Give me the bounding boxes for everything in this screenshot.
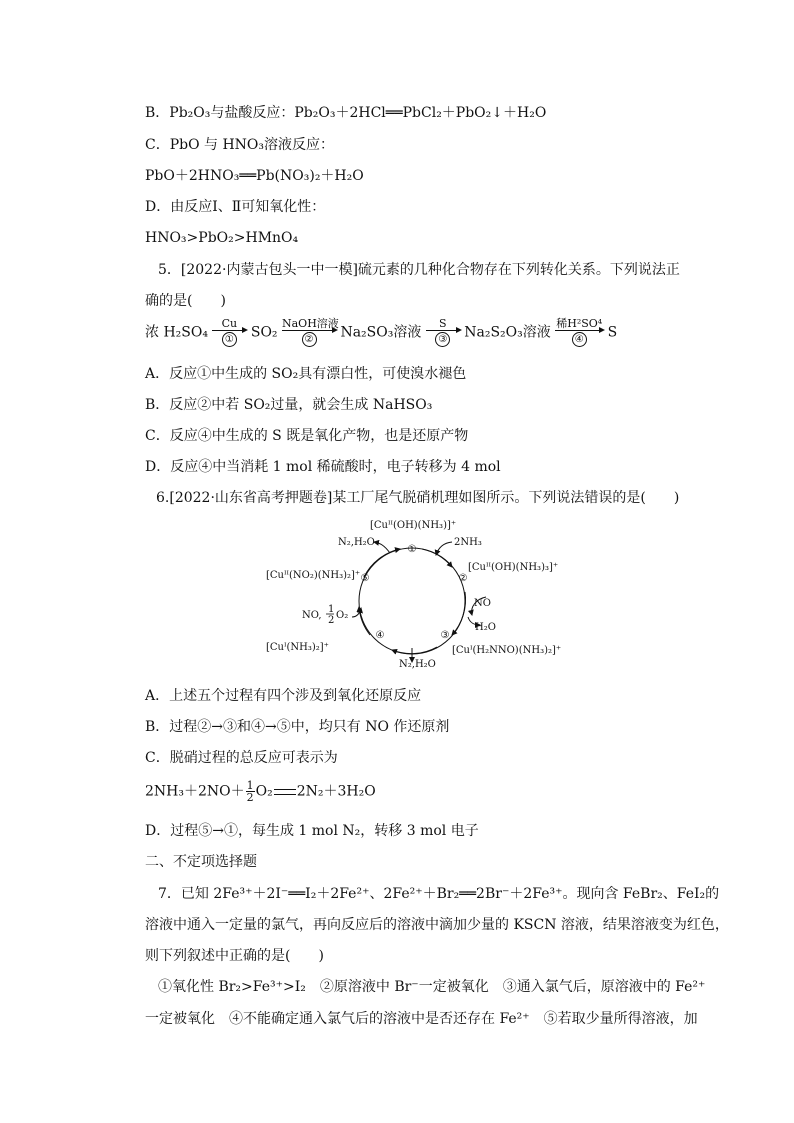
denitration-cycle-diagram <box>262 517 562 669</box>
question-6-option-c: C．脱硝过程的总反应可表示为 <box>145 750 338 766</box>
chain-product-2: Na₂SO₃溶液 <box>340 324 422 341</box>
equation-left: 2NH₃＋2NO＋ <box>145 783 245 800</box>
input-2nh3: 2NH₃ <box>454 537 482 548</box>
node-4: ④ <box>375 630 385 641</box>
question-6-option-d: D．过程⑤→①，每生成 1 mol N₂，转移 3 mol 电子 <box>145 823 479 839</box>
question-5-stem-line2: 确的是( ) <box>145 293 226 309</box>
reagent-2: NaOH溶液 <box>282 317 339 330</box>
half-denominator: 2 <box>328 615 335 626</box>
step-3-number: ③ <box>435 332 450 347</box>
option-d-order: HNO₃>PbO₂>HMnO₄ <box>145 230 299 246</box>
question-6-option-b: B．过程②→③和④→⑤中，均只有 NO 作还原剂 <box>145 719 450 735</box>
chain-arrow-3 <box>426 318 460 347</box>
input-no: NO <box>474 598 491 609</box>
output-n2-h2o-bottom: N₂,H₂O <box>399 659 436 669</box>
question-5-stem-line1: 5．[2022·内蒙古包头一中一模]硫元素的几种化合物存在下列转化关系。下列说法正 <box>158 262 680 278</box>
chain-arrow-2 <box>282 317 339 347</box>
cycle-arrow-2-3 <box>452 592 466 635</box>
option-d-text: D．由反应Ⅰ、Ⅱ可知氧化性： <box>145 199 326 215</box>
question-7-line4: ①氧化性 Br₂>Fe³⁺>I₂ ②原溶液中 Br⁻一定被氧化 ③通入氯气后，原溶液中的 Fe²⁺ <box>158 979 706 995</box>
equation-o2: O₂ <box>255 783 273 800</box>
chain-start: 浓 H₂SO₄ <box>145 324 208 341</box>
equation-fraction: $\frac{1}{2}$ <box>246 779 254 804</box>
question-7-line3: 则下列叙述中正确的是( ) <box>145 948 324 964</box>
node-1: ① <box>407 544 417 555</box>
section-heading: 二、不定项选择题 <box>145 854 257 870</box>
step-4-number: ④ <box>572 332 587 347</box>
question-7-line2: 溶液中通入一定量的氯气，再向反应后的溶液中滴加少量的 KSCN 溶液，结果溶液变为红色， <box>145 917 729 933</box>
chain-arrow-1 <box>212 318 246 347</box>
question-5-option-a: A．反应①中生成的 SO₂具有漂白性，可使溴水褪色 <box>145 366 467 382</box>
option-c-pbo: C．PbO 与 HNO₃溶液反应： <box>145 137 335 153</box>
input-no-o2: NO, <box>302 610 322 621</box>
chain-arrow-4 <box>555 318 603 347</box>
species-5: [Cuᴵᴵ(NO₂)(NH₃)₂]⁺ <box>266 570 361 581</box>
o2-label: O₂ <box>336 610 349 621</box>
chain-product-3: Na₂S₂O₃溶液 <box>464 324 551 341</box>
node-2: ② <box>458 573 468 584</box>
step-2-number: ② <box>302 332 317 347</box>
question-7-line1: 7．已知 2Fe³⁺＋2I⁻══I₂＋2Fe²⁺、2Fe²⁺＋Br₂══2Br⁻＋2Fe³⁺。现向含 FeBr₂、FeI₂的 <box>158 886 720 902</box>
overall-reaction-equation <box>145 780 376 803</box>
species-3: [Cuᴵ(H₂NNO)(NH₃)₂]⁺ <box>452 645 562 656</box>
reagent-1: Cu <box>221 317 238 330</box>
question-5-option-c: C．反应④中生成的 S 既是氧化产物，也是还原产物 <box>145 428 469 444</box>
cycle-arrow-3-4 <box>392 647 437 654</box>
species-2: [Cuᴵᴵ(OH)(NH₃)₃]⁺ <box>468 562 559 573</box>
species-1: [Cuᴵᴵ(OH)(NH₃)]⁺ <box>370 520 457 531</box>
option-c-equation: PbO＋2HNO₃══Pb(NO₃)₂＋H₂O <box>145 168 364 184</box>
chain-product-1: SO₂ <box>250 324 278 341</box>
question-6-stem: 6.[2022·山东省高考押题卷]某工厂尾气脱硝机理如图所示。下列说法错误的是( ) <box>156 490 680 506</box>
species-4: [Cuᴵ(NH₃)₂]⁺ <box>266 642 329 653</box>
half-numerator: 1 <box>328 604 335 615</box>
chain-product-4: S <box>607 324 618 341</box>
sulfur-conversion-chain <box>145 318 617 347</box>
reagent-4: 稀H²SO⁴ <box>556 317 603 330</box>
output-n2-h2o-top: N₂,H₂O <box>338 537 375 548</box>
question-5-option-b: B．反应②中若 SO₂过量，就会生成 NaHSO₃ <box>145 397 433 413</box>
output-h2o: H₂O <box>475 622 496 633</box>
reagent-3: S <box>439 317 447 330</box>
option-b-pb2o3: B．Pb₂O₃与盐酸反应：Pb₂O₃＋2HCl══PbCl₂＋PbO₂↓＋H₂O <box>145 105 547 121</box>
question-7-line5: 一定被氧化 ④不能确定通入氯气后的溶液中是否还存在 Fe²⁺ ⑤若取少量所得溶液，加 <box>145 1011 698 1027</box>
step-1-number: ① <box>222 332 237 347</box>
node-3: ③ <box>440 630 450 641</box>
question-6-option-a: A．上述五个过程有四个涉及到氧化还原反应 <box>145 688 422 704</box>
question-5-option-d: D．反应④中当消耗 1 mol 稀硫酸时，电子转移为 4 mol <box>145 459 501 475</box>
equation-right: 2N₂＋3H₂O <box>296 783 376 800</box>
node-5: ⑤ <box>360 573 370 584</box>
